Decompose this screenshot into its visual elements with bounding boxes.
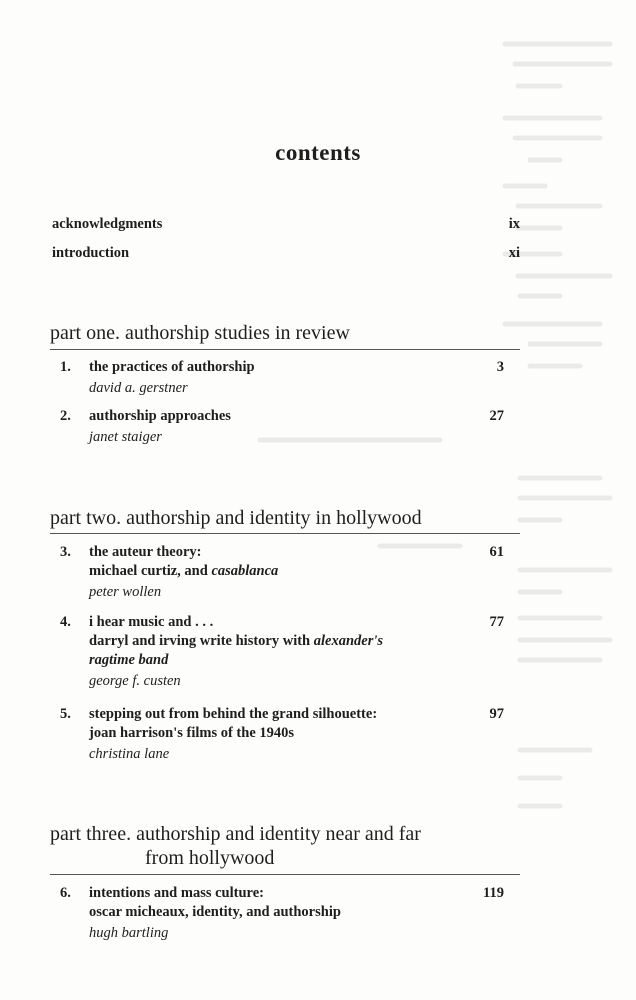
entry-label: acknowledgments xyxy=(52,216,163,232)
chapter-title-line: i hear music and . . . xyxy=(89,614,214,630)
toc-chapter-3[interactable] xyxy=(50,543,504,602)
page-number: 3 xyxy=(496,359,504,375)
chapter-title-italic: alexander's xyxy=(313,633,384,649)
chapter-author: peter wollen xyxy=(89,584,162,600)
page-number: 119 xyxy=(483,885,504,901)
chapter-author: hugh bartling xyxy=(89,925,169,941)
toc-chapter-1[interactable] xyxy=(50,358,504,398)
page-number: 97 xyxy=(489,706,504,722)
page-title: contents xyxy=(275,140,361,165)
chapter-author: christina lane xyxy=(89,746,170,762)
chapter-author: george f. custen xyxy=(89,673,181,689)
chapter-title-line: intentions and mass culture: xyxy=(89,885,264,901)
chapter-title-line: darryl and irving write history with xyxy=(89,633,311,649)
chapter-title-line: stepping out from behind the grand silhouette: xyxy=(89,706,378,722)
toc-chapter-5[interactable] xyxy=(50,705,504,764)
toc-entry-introduction[interactable] xyxy=(52,245,520,262)
chapter-number: 6. xyxy=(60,885,71,901)
toc-chapter-2[interactable] xyxy=(50,407,504,447)
chapter-author: david a. gerstner xyxy=(89,380,188,396)
part-heading-text-continued: from hollywood xyxy=(145,847,275,869)
part-heading-text: part two. authorship and identity in hollywood xyxy=(50,507,422,529)
part-divider xyxy=(50,349,520,350)
chapter-title-line: oscar micheaux, identity, and authorship xyxy=(89,904,341,920)
part-heading-text: part one. authorship studies in review xyxy=(50,322,350,344)
chapter-title-italic: ragtime band xyxy=(89,652,169,668)
part-divider xyxy=(50,874,520,875)
chapter-title: authorship approaches xyxy=(89,408,231,424)
chapter-number: 2. xyxy=(60,408,71,424)
chapter-number: 4. xyxy=(60,614,71,630)
chapter-title: the practices of authorship xyxy=(89,359,255,375)
part-two-heading xyxy=(50,506,520,530)
toc-entry-acknowledgments[interactable] xyxy=(52,216,520,233)
page-number: 77 xyxy=(489,614,504,630)
page-number: ix xyxy=(508,216,520,232)
toc-chapter-6[interactable] xyxy=(50,884,504,943)
chapter-title-line: joan harrison's films of the 1940s xyxy=(89,725,295,741)
chapter-number: 3. xyxy=(60,544,71,560)
chapter-title-italic: casablanca xyxy=(211,563,279,579)
part-heading-text: part three. authorship and identity near and far xyxy=(50,823,421,845)
entry-label: introduction xyxy=(52,245,130,261)
chapter-number: 1. xyxy=(60,359,71,375)
part-three-heading xyxy=(50,822,520,870)
chapter-title-line: the auteur theory: xyxy=(89,544,202,560)
toc-chapter-4[interactable] xyxy=(50,613,504,691)
page-number: 27 xyxy=(489,408,504,424)
page-number: xi xyxy=(508,245,520,261)
chapter-title-line: michael curtiz, and xyxy=(89,563,208,579)
page-number: 61 xyxy=(489,544,504,560)
chapter-author: janet staiger xyxy=(89,429,162,445)
part-one-heading xyxy=(50,321,520,345)
part-divider xyxy=(50,533,520,534)
chapter-number: 5. xyxy=(60,706,71,722)
